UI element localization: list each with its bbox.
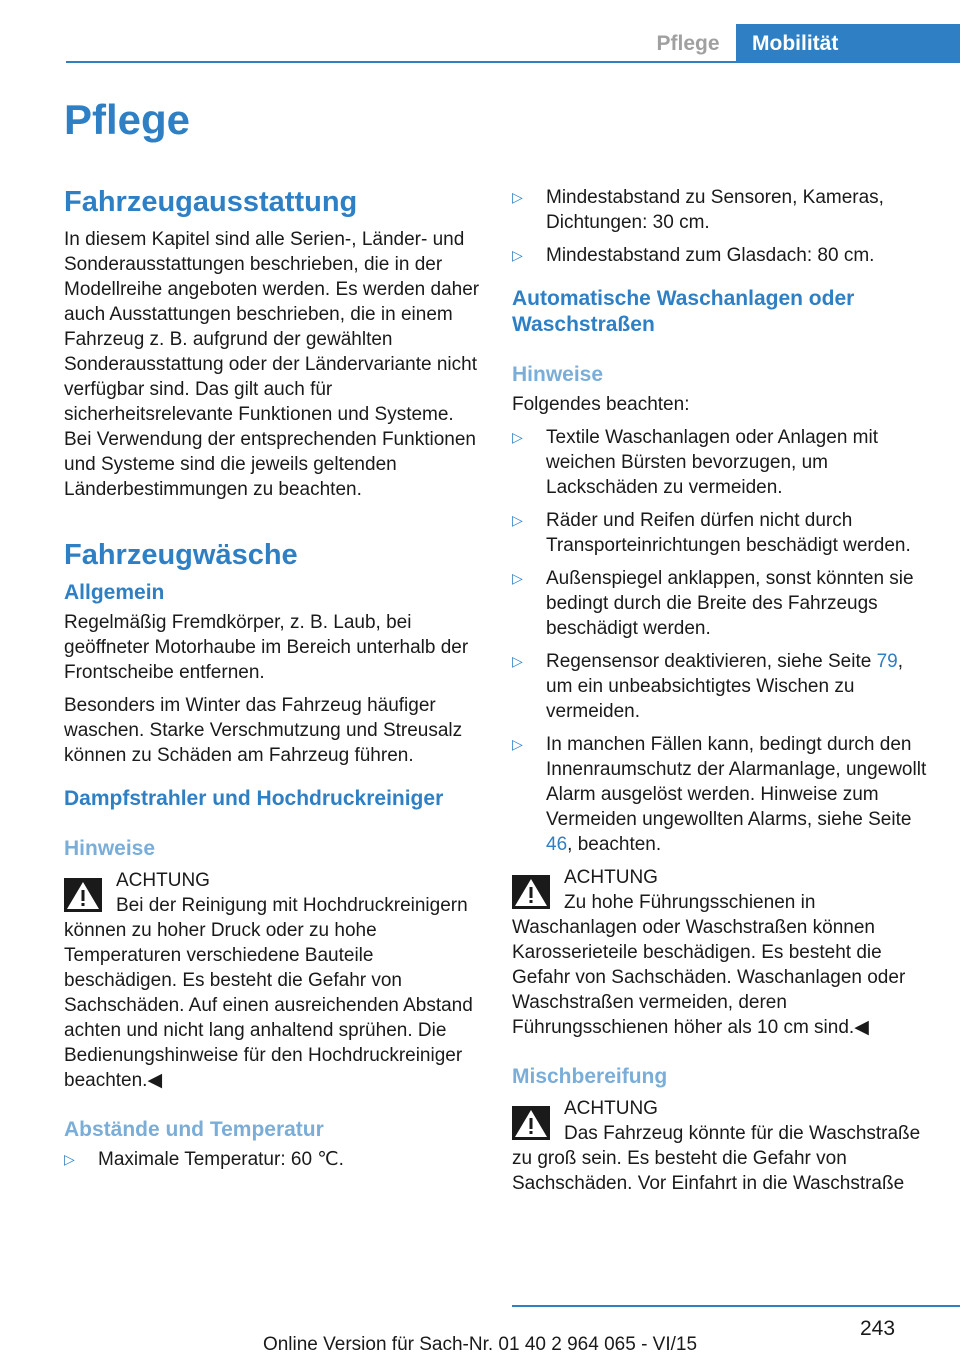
list-item-text: , beachten. — [567, 834, 662, 855]
footer-rule — [512, 1305, 960, 1307]
list-item — [512, 243, 930, 268]
list-abstaende — [512, 185, 930, 268]
warning-title: ACHTUNG — [116, 870, 210, 891]
list-item — [512, 185, 930, 235]
tab-pflege[interactable]: Pflege — [656, 32, 720, 55]
heading-waschanlagen: Automatische Waschanlagen oder Waschstraßen — [512, 287, 855, 336]
heading-hinweise-left: Hinweise — [64, 837, 156, 860]
triangle-bullet-icon: ▷ — [512, 570, 523, 586]
heading-fahrzeugwaesche: Fahrzeugwäsche — [64, 539, 298, 571]
warning-mischbereifung — [512, 1096, 930, 1196]
list-temperatur — [64, 1147, 482, 1172]
chapter-title: Pflege — [64, 96, 191, 143]
list-item — [512, 425, 930, 500]
triangle-bullet-icon: ▷ — [512, 247, 523, 263]
warning-icon — [64, 878, 102, 912]
page-link-79[interactable]: 79 — [876, 651, 898, 672]
list-item-text: Mindestabstand zum Glasdach: 80 cm. — [546, 245, 875, 266]
list-item-text: , um ein unbeabsichtigtes Wischen zu vermeiden. — [546, 651, 904, 722]
list-item — [512, 732, 930, 857]
list-item-text: Maximale Temperatur: 60 ℃. — [98, 1149, 344, 1170]
warning-text: Bei der Reinigung mit Hochdruckreinigern können zu hoher Druck oder zu hohe Temperaturen verschiedene Bauteile beschädigen. Es besteht die Gefahr von Sachschäden. Auf einen ausreichenden Abstand achten und nicht lang anhaltend sprühen. Die Bedienungshinweise für den Hochdruckreiniger beachten.◀ — [64, 895, 473, 1091]
list-item-text: Regensensor deaktivieren, siehe Seite — [546, 651, 877, 672]
left-column — [64, 185, 482, 1180]
heading-dampfstrahler: Dampfstrahler und Hochdruckreiniger — [64, 787, 444, 810]
list-item-text: Außenspiegel anklappen, sonst könnten sie bedingt durch die Breite des Fahrzeugs beschädigt werden. — [546, 568, 914, 639]
list-item-text: In manchen Fällen kann, bedingt durch den Innenraumschutz der Alarmanlage, ungewollt Alarm ausgelöst werden. Hinweise zum Vermeiden ungewollten Alarms, siehe Seite — [546, 734, 927, 830]
paragraph-allgemein-1: Regelmäßig Fremdkörper, z. B. Laub, bei geöffneter Motorhaube im Bereich unterhalb der Frontscheibe entfernen. — [64, 612, 469, 683]
triangle-bullet-icon: ▷ — [512, 429, 523, 445]
list-item-text: Mindestabstand zu Sensoren, Kameras, Dichtungen: 30 cm. — [546, 187, 884, 233]
warning-hochdruck — [64, 868, 482, 1093]
triangle-bullet-icon: ▷ — [64, 1151, 75, 1167]
triangle-bullet-icon: ▷ — [512, 512, 523, 528]
list-item — [512, 649, 930, 724]
triangle-bullet-icon: ▷ — [512, 653, 523, 669]
heading-hinweise-right: Hinweise — [512, 363, 604, 386]
warning-title: ACHTUNG — [564, 867, 658, 888]
paragraph-allgemein-2: Besonders im Winter das Fahrzeug häufiger waschen. Starke Verschmutzung und Streusalz können zu Schäden am Fahrzeug führen. — [64, 695, 463, 766]
heading-abstaende: Abstände und Temperatur — [64, 1118, 324, 1141]
warning-fuehrungsschienen — [512, 865, 930, 1040]
heading-mischbereifung: Mischbereifung — [512, 1065, 668, 1088]
list-item-text: Textile Waschanlagen oder Anlagen mit weichen Bürsten bevorzugen, um Lackschäden zu vermeiden. — [546, 427, 878, 498]
warning-icon — [512, 875, 550, 909]
page-link-46[interactable]: 46 — [546, 834, 568, 855]
page-number: 243 — [860, 1317, 896, 1340]
list-hinweise — [512, 425, 930, 857]
list-item — [64, 1147, 482, 1172]
warning-title: ACHTUNG — [564, 1098, 658, 1119]
heading-fahrzeugausstattung: Fahrzeugausstattung — [64, 186, 358, 218]
right-column — [512, 185, 930, 1204]
paragraph-folgendes: Folgendes beachten: — [512, 394, 690, 415]
list-item — [512, 566, 930, 641]
triangle-bullet-icon: ▷ — [512, 736, 523, 752]
list-item-text: Räder und Reifen dürfen nicht durch Transporteinrichtungen beschädigt werden. — [546, 510, 911, 556]
tab-mobilitaet[interactable]: Mobilität — [736, 24, 960, 63]
warning-text: Das Fahrzeug könnte für die Waschstraße zu groß sein. Es besteht die Gefahr von Sachschäden. Vor Einfahrt in die Waschstraße — [512, 1123, 921, 1194]
list-item — [512, 508, 930, 558]
footer-online-version: Online Version für Sach-Nr. 01 40 2 964 065 - VI/15 — [262, 1334, 698, 1355]
triangle-bullet-icon: ▷ — [512, 189, 523, 205]
warning-icon — [512, 1106, 550, 1140]
heading-allgemein: Allgemein — [64, 581, 165, 604]
paragraph-ausstattung: In diesem Kapitel sind alle Serien-, Länder- und Sonderausstattungen beschrieben, die in der Modellreihe angeboten werden. Es werden daher auch Ausstattungen beschrieben, die in einem Fahrzeug z. B. aufgrund der gewählten Sonderausstattung oder der Ländervariante nicht verfügbar sind. Das gilt auch für sicherheitsrelevante Funktionen und Systeme. Bei Verwendung der entsprechenden Funktionen und Systeme sind die jeweils geltenden Länderbestimmungen zu beachten. — [64, 229, 480, 500]
warning-text: Zu hohe Führungsschienen in Waschanlagen oder Waschstraßen können Karosserieteile beschädigen. Es besteht die Gefahr von Sachschäden. Waschanlagen oder Waschstraßen vermeiden, deren Führungsschienen höher als 10 cm sind.◀ — [512, 892, 906, 1038]
